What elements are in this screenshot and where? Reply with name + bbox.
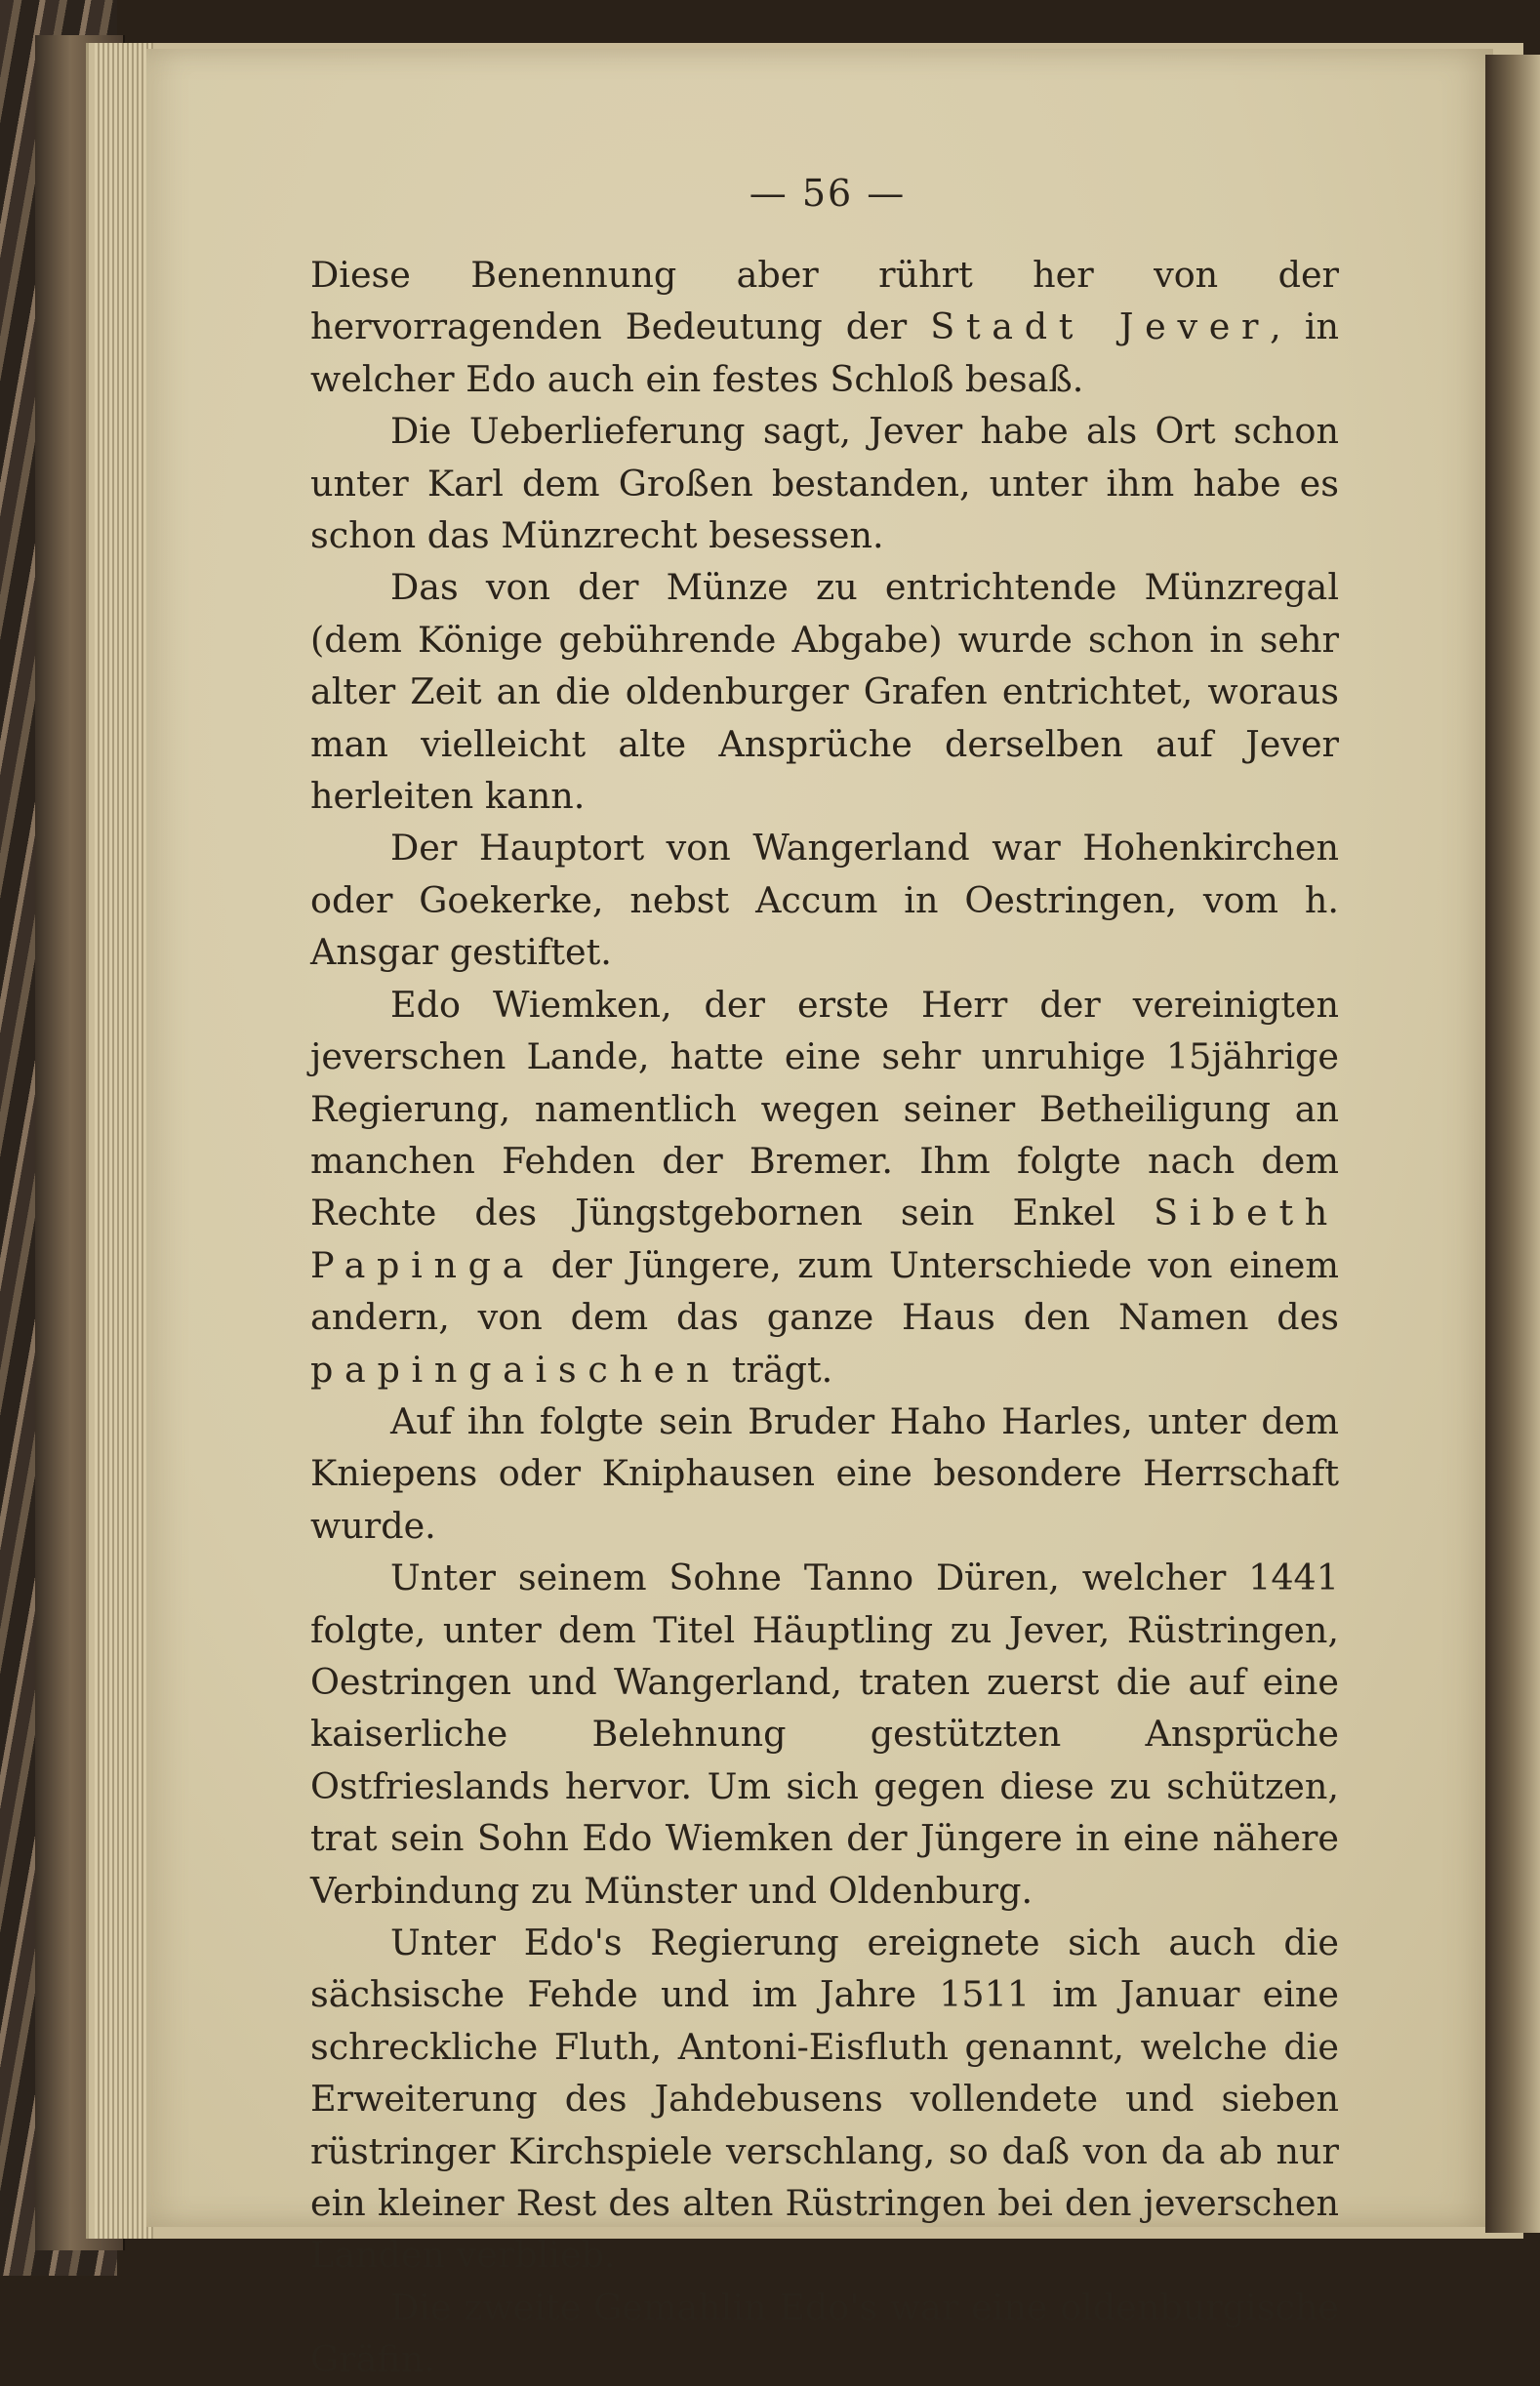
- paragraph: [310, 1917, 1339, 2282]
- text-run: Edo Wiemken, der erste Herr der vereinigten jeverschen Lande, hatte eine sehr unruhige 15jährige Regierung, namentlich wegen seiner Betheiligung an manchen Fehden der Bremer. Ihm folgte nach dem Rechte des Jüngstgebornen sein Enkel: [310, 983, 1339, 1234]
- page-number: — 56 —: [749, 172, 907, 215]
- text-run: Die Ueberlieferung sagt, Jever habe als Ort schon unter Karl dem Großen bestanden, unter ihm habe es schon das Münzrecht besessen.: [310, 410, 1339, 557]
- text-run: Unter Edo's Regierung ereignete sich auch die sächsische Fehde und im Jahre 1511 im Januar eine schreckliche Fluth, Antoni-Eisfluth genannt, welche die Erweiterung des Jahdebusens vollendete und sieben rüstringer Kirchspiele verschlang, so daß von da ab nur ein kleiner Rest des alten Rüstringen bei den jeverschen Landen verblieb.: [310, 1921, 1339, 2277]
- text-run: Das von der Münze zu entrichtende Münzregal (dem Könige gebührende Abgabe) wurde schon in sehr alter Zeit an die oldenburger Grafen entrichtet, woraus man vielleicht alte Ansprüche derselben auf Jever herleiten kann.: [310, 566, 1339, 818]
- paragraph: [310, 249, 1339, 405]
- text-run: Unter seinem Sohne Tanno Düren, welcher 1441 folgte, unter dem Titel Häuptling zu Jever, Rüstringen, Oestringen und Wangerland, traten zuerst die auf eine kaiserliche Belehnung gestützten Ansprüche Ostfrieslands hervor. Um sich gegen diese zu schützen, trat sein Sohn Edo Wiemken der Jüngere in eine nähere Verbindung zu Münster und Oldenburg.: [310, 1557, 1339, 1912]
- text-run: Auf ihn folgte sein Bruder Haho Harles, unter dem Kniepens oder Kniphausen eine besondere Herrschaft wurde.: [310, 1399, 1339, 1547]
- body-text: [310, 249, 1339, 2386]
- paragraph: [310, 1395, 1339, 1552]
- paragraph: [310, 979, 1339, 1395]
- paragraph: [310, 2282, 1339, 2386]
- spaced-emphasis: Stadt Jever: [930, 305, 1271, 348]
- text-run: , in welcher Edo auch ein festes Schloß besaß.: [310, 305, 1340, 400]
- text-run: Diese Benennung aber rührt her von der hervorragenden Bedeutung der: [310, 254, 1339, 348]
- spaced-emphasis: Sibeth Papinga: [310, 1192, 1339, 1286]
- paragraph: [310, 405, 1339, 561]
- text-run: trägt.: [720, 1348, 833, 1391]
- text-run: der Jüngere, zum Unterschiede von einem andern, von dem das ganze Haus den Namen des: [310, 1243, 1339, 1339]
- page-gutter: [1485, 55, 1540, 2233]
- spaced-emphasis: papingaischen: [310, 1348, 721, 1391]
- text-run: Der Hauptort von Wangerland war Hohenkirchen oder Goekerke, nebst Accum in Oestringen, vom h. Ansgar gestiftet.: [310, 827, 1339, 974]
- paragraph: [310, 822, 1339, 978]
- text-run: Die zweite Gemahlin Edo's war eine oldenburgische Gräfin.: [310, 2285, 1339, 2381]
- paragraph: [310, 1552, 1339, 1917]
- paragraph: [310, 561, 1339, 822]
